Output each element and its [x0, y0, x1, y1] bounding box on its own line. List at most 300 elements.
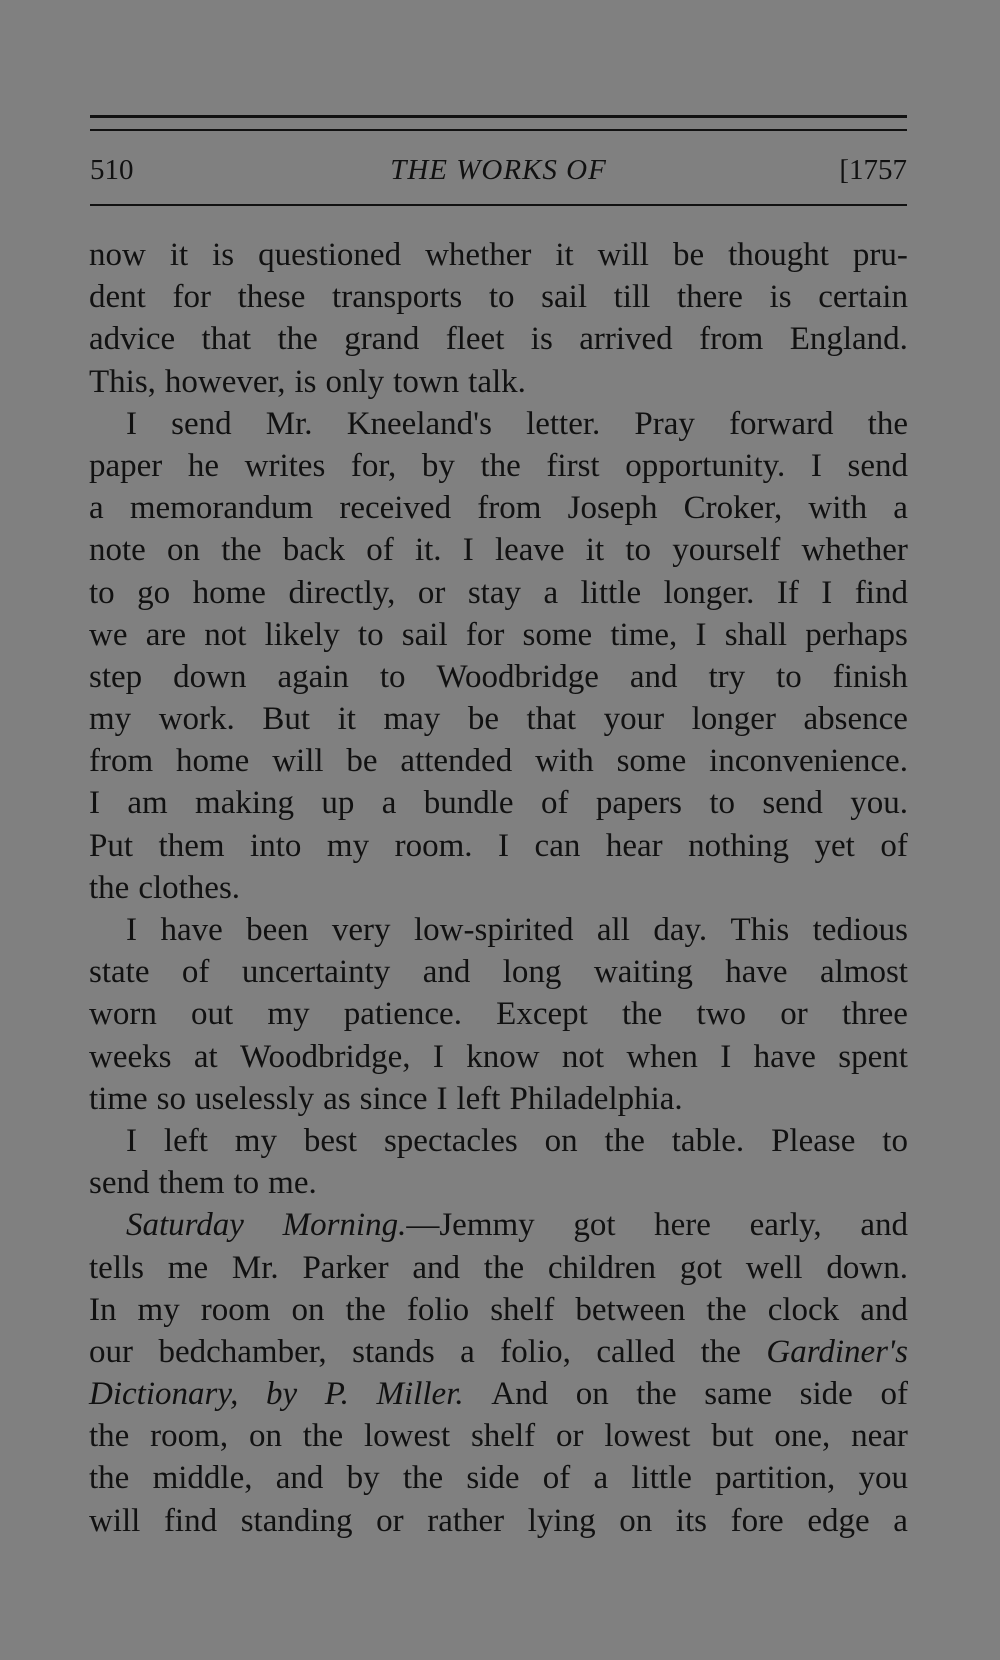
word: have: [160, 912, 223, 948]
word: But: [262, 701, 311, 738]
word: long: [502, 954, 562, 991]
word: yet: [814, 827, 855, 864]
word: go: [137, 574, 171, 611]
word: a: [89, 490, 104, 527]
body-text: [89, 234, 908, 1542]
word: clothes.: [138, 869, 241, 906]
text-line: [89, 529, 908, 571]
word: shelf: [490, 1291, 555, 1328]
word: is: [294, 363, 317, 400]
word: leave: [494, 532, 565, 569]
word: to: [488, 279, 515, 316]
word: near: [851, 1418, 908, 1455]
word: know: [466, 1038, 540, 1075]
word: waiting: [593, 954, 693, 991]
word: worn: [89, 996, 157, 1033]
word: likely: [264, 616, 340, 653]
word: I: [498, 827, 510, 864]
text-line: [89, 951, 908, 993]
word: is: [212, 237, 235, 273]
word: send: [171, 405, 232, 442]
word: of: [880, 827, 908, 864]
word: the: [402, 1460, 444, 1497]
word: from: [699, 321, 764, 358]
word: partition,: [715, 1460, 836, 1497]
word: by: [421, 447, 455, 484]
word: I: [126, 1122, 137, 1159]
word: send: [89, 1165, 150, 1202]
word: up: [321, 785, 355, 822]
word: low-spirited: [413, 912, 574, 948]
word: have: [753, 1038, 816, 1075]
word: all: [596, 912, 630, 948]
word: Please: [771, 1122, 856, 1159]
text-line: [89, 1204, 908, 1246]
word: side: [466, 1460, 520, 1497]
word: dent: [89, 279, 146, 316]
text-line: [89, 1247, 908, 1289]
word: my: [234, 1122, 277, 1159]
word: the: [89, 869, 130, 906]
word: stands: [352, 1333, 435, 1370]
word: a: [893, 490, 908, 527]
word: I: [126, 912, 137, 948]
word: sail: [401, 616, 448, 653]
word: directly,: [288, 574, 396, 611]
word: send: [762, 785, 823, 822]
word: longer: [691, 701, 776, 738]
word: a: [381, 785, 397, 822]
word: folio,: [500, 1333, 571, 1370]
word: is: [530, 321, 553, 358]
word: Mr.: [231, 1249, 279, 1286]
word: but: [711, 1418, 754, 1455]
word: room,: [150, 1418, 229, 1455]
word: P.: [324, 1376, 349, 1413]
word: for,: [350, 447, 397, 484]
word: finish: [832, 658, 908, 695]
word: received: [339, 490, 452, 527]
word: or: [376, 1502, 404, 1539]
word: home: [176, 743, 250, 780]
word: Woodbridge: [436, 658, 599, 695]
word: memorandum: [129, 490, 314, 527]
word: papers: [595, 785, 682, 822]
word: Kneeland's: [346, 405, 492, 442]
word: lying: [527, 1502, 596, 1539]
word: yourself: [672, 532, 781, 569]
word: try: [708, 658, 746, 695]
word: till: [613, 279, 651, 316]
word: town: [393, 363, 460, 400]
word: I: [126, 405, 137, 442]
word: hear: [605, 827, 663, 864]
word: my: [137, 1291, 180, 1328]
word: I: [436, 1080, 448, 1117]
word: shelf: [470, 1418, 536, 1455]
word: of: [181, 954, 210, 991]
word: the: [480, 447, 521, 484]
text-line: [89, 234, 908, 276]
word: Mr.: [265, 405, 313, 442]
word: a: [893, 1502, 908, 1539]
text-line: [89, 1457, 908, 1499]
word: as: [323, 1080, 351, 1117]
word: room.: [394, 827, 473, 864]
word: of: [540, 785, 569, 822]
text-line: [89, 782, 908, 824]
word: day.: [653, 912, 708, 948]
word: to: [882, 1122, 908, 1159]
word: folio: [406, 1291, 470, 1328]
word: down.: [826, 1249, 908, 1286]
text-line: [89, 1331, 908, 1373]
text-line: [89, 1078, 908, 1120]
word: its: [675, 1502, 707, 1539]
word: on: [291, 1291, 325, 1328]
header-year: [1757: [839, 154, 907, 186]
word: I: [462, 532, 474, 569]
word: to: [776, 658, 802, 695]
word: out: [191, 996, 234, 1033]
word: to: [625, 532, 651, 569]
word: here: [654, 1207, 711, 1244]
word: so: [156, 1080, 186, 1117]
text-line: [89, 614, 908, 656]
text-line: [89, 656, 908, 698]
word: table.: [671, 1122, 745, 1159]
text-line: [89, 403, 908, 445]
word: weeks: [89, 1038, 172, 1075]
text-line: [89, 1289, 908, 1331]
word: on: [544, 1122, 578, 1159]
word: a: [543, 574, 559, 611]
word: the: [604, 1122, 645, 1159]
word: Except: [496, 996, 588, 1033]
word: are: [145, 616, 186, 653]
word: may: [383, 701, 441, 738]
word: longer.: [663, 574, 755, 611]
word: there: [676, 279, 743, 316]
word: be: [467, 701, 499, 738]
word: it: [585, 532, 605, 569]
word: some: [616, 743, 687, 780]
word: opportunity.: [625, 447, 786, 484]
word: three: [841, 996, 908, 1033]
word: making: [195, 785, 295, 822]
text-line: [89, 318, 908, 360]
word: and: [412, 1249, 461, 1286]
word: This: [730, 912, 790, 948]
word: paper: [89, 447, 163, 484]
word: since: [359, 1080, 428, 1117]
word: the: [89, 1418, 130, 1455]
word: I: [720, 1038, 732, 1075]
word: I: [695, 616, 707, 653]
word: sail: [541, 279, 587, 316]
word: from: [477, 490, 542, 527]
word: tedious: [812, 912, 908, 948]
word: and: [860, 1207, 908, 1244]
word: got: [573, 1207, 616, 1244]
word: a: [593, 1460, 609, 1497]
word: it.: [414, 532, 442, 569]
word: Croker,: [683, 490, 783, 527]
word: state: [89, 954, 150, 991]
word: time: [89, 1080, 148, 1117]
word: my: [89, 701, 132, 738]
word: patience.: [343, 996, 462, 1033]
word: the: [277, 321, 318, 358]
word: the: [636, 1376, 677, 1413]
word: your: [603, 701, 665, 738]
word: bedchamber,: [158, 1333, 327, 1370]
word: called: [596, 1333, 676, 1370]
word: very: [331, 912, 391, 948]
word: If: [776, 574, 799, 611]
word: nothing: [688, 827, 790, 864]
word: work.: [158, 701, 235, 738]
word: certain: [818, 279, 908, 316]
word: spectacles: [383, 1122, 518, 1159]
word: lowest: [363, 1418, 451, 1455]
word: and: [629, 658, 678, 695]
word: attended: [400, 743, 513, 780]
word: time,: [610, 616, 678, 653]
word: only: [325, 363, 385, 400]
text-line: [89, 445, 908, 487]
text-line: [89, 1120, 908, 1162]
word: now: [89, 237, 146, 273]
word: our: [89, 1333, 133, 1370]
word: And: [491, 1376, 549, 1413]
word: forward: [729, 405, 834, 442]
word: I: [432, 1038, 444, 1075]
word: you: [858, 1460, 908, 1497]
word: or: [417, 574, 446, 611]
word: into: [250, 827, 302, 864]
word: for: [465, 616, 505, 653]
word: to: [357, 616, 384, 653]
word: room: [200, 1291, 271, 1328]
word: the: [345, 1291, 386, 1328]
word: I: [810, 447, 822, 484]
word: with: [535, 743, 594, 780]
word: bundle: [423, 785, 514, 822]
word: with: [808, 490, 868, 527]
word: got: [679, 1249, 722, 1286]
text-line: [89, 1500, 908, 1542]
word: have: [725, 954, 788, 991]
word: and: [422, 954, 471, 991]
word: uncertainty: [241, 954, 391, 991]
word: uselessly: [195, 1080, 315, 1117]
word: by: [266, 1376, 298, 1413]
word: a: [460, 1333, 475, 1370]
word: when: [626, 1038, 698, 1075]
word: I: [821, 574, 833, 611]
word: Dictionary,: [89, 1376, 239, 1413]
word: of: [366, 532, 394, 569]
word: pru-: [852, 237, 908, 273]
word: that: [201, 321, 252, 358]
word: them: [158, 1165, 225, 1202]
word: absence: [803, 701, 908, 738]
word: little: [580, 574, 642, 611]
word: on: [575, 1376, 609, 1413]
word: been: [246, 912, 309, 948]
word: my: [267, 996, 310, 1033]
word: you.: [850, 785, 908, 822]
header-rule-top: [90, 115, 907, 118]
word: I: [89, 785, 100, 822]
word: be: [346, 743, 378, 780]
word: spent: [838, 1038, 908, 1075]
text-line: [89, 825, 908, 867]
word: not: [561, 1038, 605, 1075]
word: these: [237, 279, 306, 316]
word: perhaps: [805, 616, 908, 653]
header-rule-second: [90, 129, 907, 131]
word: first: [546, 447, 600, 484]
word: lowest: [604, 1418, 691, 1455]
word: stay: [467, 574, 521, 611]
word: Gardiner's: [766, 1333, 908, 1370]
word: same: [704, 1376, 773, 1413]
word: advice: [89, 321, 176, 358]
text-line: [89, 909, 908, 951]
word: well: [745, 1249, 803, 1286]
word: clock: [767, 1291, 840, 1328]
word: side: [799, 1376, 853, 1413]
word: and: [860, 1291, 908, 1328]
word: arrived: [579, 321, 673, 358]
word: the: [706, 1291, 747, 1328]
word: the: [700, 1333, 741, 1370]
word: again: [277, 658, 349, 695]
word: it: [337, 701, 356, 738]
word: Joseph: [567, 490, 658, 527]
word: grand: [344, 321, 420, 358]
word: Pray: [634, 405, 695, 442]
word: fleet: [445, 321, 505, 358]
word: the: [483, 1249, 525, 1286]
text-line: [89, 867, 908, 909]
word: England.: [789, 321, 908, 358]
word: edge: [807, 1502, 870, 1539]
word: on: [167, 532, 201, 569]
word: of: [542, 1460, 571, 1497]
word: two: [696, 996, 747, 1033]
word: it: [555, 237, 574, 273]
word: can: [534, 827, 581, 864]
word: is: [769, 279, 792, 316]
word: it: [169, 237, 189, 273]
word: not: [204, 616, 247, 653]
word: almost: [819, 954, 908, 991]
word: transports: [332, 279, 463, 316]
page-number: 510: [90, 154, 134, 186]
word: the: [622, 996, 663, 1033]
word: questioned: [258, 237, 402, 273]
word: inconvenience.: [709, 743, 908, 780]
word: Put: [89, 827, 134, 864]
word: shall: [724, 616, 788, 653]
word: to: [89, 574, 115, 611]
text-line: [89, 698, 908, 740]
word: back: [282, 532, 346, 569]
word: find: [163, 1502, 218, 1539]
header-rule-bottom: [90, 204, 907, 206]
word: on: [619, 1502, 653, 1539]
word: by: [346, 1460, 380, 1497]
word: note: [89, 532, 146, 569]
word: home: [192, 574, 266, 611]
text-line: [89, 1415, 908, 1457]
word: left: [456, 1080, 501, 1117]
word: talk.: [468, 363, 526, 400]
text-line: [89, 276, 908, 318]
word: to: [709, 785, 735, 822]
word: down: [173, 658, 247, 695]
word: thought: [728, 237, 829, 273]
word: early,: [749, 1207, 822, 1244]
word: we: [89, 616, 128, 653]
text-line: [89, 1162, 908, 1204]
word: of: [880, 1376, 908, 1413]
text-line: [89, 740, 908, 782]
word: middle,: [152, 1460, 253, 1497]
word: In: [89, 1291, 117, 1328]
word: whether: [801, 532, 908, 569]
word: however,: [164, 363, 286, 400]
word: the: [89, 1460, 130, 1497]
text-line: [89, 1373, 908, 1415]
text-line: [89, 487, 908, 529]
text-line: [89, 361, 908, 403]
word: Saturday: [126, 1207, 244, 1244]
word: little: [631, 1460, 692, 1497]
word: on: [248, 1418, 282, 1455]
word: will: [597, 237, 649, 273]
word: he: [187, 447, 220, 484]
word: standing: [240, 1502, 353, 1539]
word: step: [89, 658, 143, 695]
word: one,: [774, 1418, 831, 1455]
word: rather: [427, 1502, 505, 1539]
word: to: [233, 1165, 260, 1202]
word: the: [867, 405, 908, 442]
word: Miller.: [376, 1376, 464, 1413]
word: or: [780, 996, 808, 1033]
word: me.: [268, 1165, 317, 1202]
running-header: [90, 148, 907, 192]
word: the: [302, 1418, 344, 1455]
word: letter.: [526, 405, 601, 442]
word: the: [221, 532, 262, 569]
word: whether: [425, 237, 532, 273]
word: from: [89, 743, 154, 780]
word: tells: [89, 1249, 144, 1286]
word: be: [672, 237, 705, 273]
word: left: [163, 1122, 208, 1159]
word: fore: [730, 1502, 784, 1539]
word: between: [575, 1291, 686, 1328]
word: will: [89, 1502, 141, 1539]
running-title: THE WORKS OF: [390, 154, 607, 186]
word: Woodbridge,: [239, 1038, 411, 1075]
word: me: [167, 1249, 209, 1286]
